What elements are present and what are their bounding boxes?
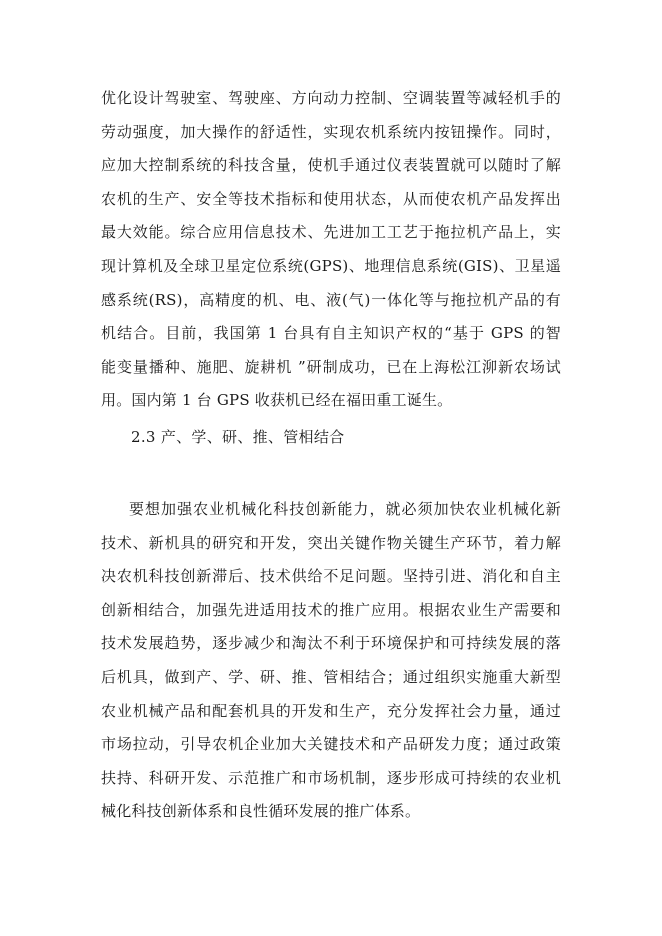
text-line: 市场拉动，引导农机企业加大关键技术和产品研发力度；通过政策 bbox=[101, 735, 561, 754]
paragraph-2 bbox=[101, 493, 561, 829]
text-line: 现计算机及全球卫星定位系统(GPS)、地理信息系统(GIS)、卫星遥 bbox=[101, 256, 561, 275]
text-line: 技术、新机具的研究和开发，突出关键作物关键生产环节，着力解 bbox=[101, 533, 561, 552]
text-line: 优化设计驾驶室、驾驶座、方向动力控制、空调装置等减轻机手的 bbox=[101, 89, 561, 107]
text-line: 要想加强农业机械化科技创新能力，就必须加快农业机械化新 bbox=[129, 500, 561, 518]
text-line: 农业机械产品和配套机具的开发和生产，充分发挥社会力量，通过 bbox=[101, 701, 561, 720]
text-line: 最大效能。综合应用信息技术、先进加工工艺于拖拉机产品上，实 bbox=[101, 223, 561, 242]
text-line: 劳动强度，加大操作的舒适性，实现农机系统内按钮操作。同时， bbox=[101, 122, 561, 141]
text-line: 用。国内第 1 台 GPS 收获机已经在福田重工诞生。 bbox=[101, 391, 453, 410]
paragraph-1 bbox=[101, 82, 561, 418]
text-line: 械化科技创新体系和良性循环发展的推广体系。 bbox=[101, 802, 421, 821]
text-line: 扶持、科研开发、示范推广和市场机制，逐步形成可持续的农业机 bbox=[101, 768, 561, 787]
text-line: 机结合。目前，我国第 1 台具有自主知识产权的“基于 GPS 的智 bbox=[101, 324, 561, 343]
text-line: 决农机科技创新滞后、技术供给不足问题。坚持引进、消化和自主 bbox=[101, 567, 561, 586]
text-line: 能变量播种、施肥、旋耕机 ”研制成功，已在上海松江泖新农场试 bbox=[101, 357, 561, 376]
text-line: 感系统(RS)，高精度的机、电、液(气)一体化等与拖拉机产品的有 bbox=[101, 290, 561, 309]
text-line: 农机的生产、安全等技术指标和使用状态，从而使农机产品发挥出 bbox=[101, 189, 561, 208]
text-line: 技术发展趋势，逐步减少和淘汰不利于环境保护和可持续发展的落 bbox=[101, 634, 561, 653]
text-line: 应加大控制系统的科技含量，使机手通过仪表装置就可以随时了解 bbox=[101, 156, 561, 175]
text-line: 创新相结合，加强先进适用技术的推广应用。根据农业生产需要和 bbox=[101, 600, 561, 619]
text-line: 后机具，做到产、学、研、推、管相结合；通过组织实施重大新型 bbox=[101, 667, 561, 686]
section-heading: 2.3 产、学、研、推、管相结合 bbox=[131, 428, 345, 446]
